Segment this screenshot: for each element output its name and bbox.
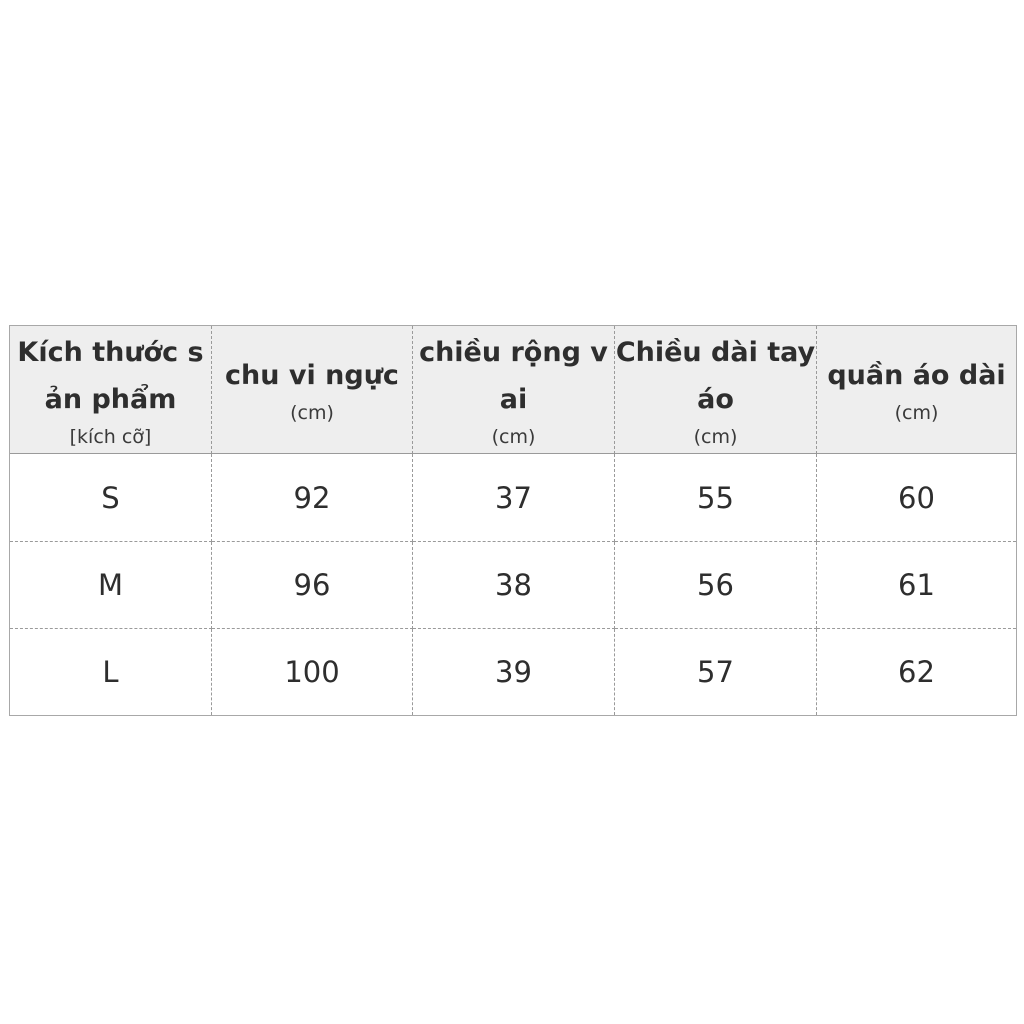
cell-size-m: M	[10, 542, 212, 629]
header-size-title: Kích thước s ản phẩm	[17, 336, 204, 415]
cell-size-s: S	[10, 454, 212, 542]
cell-size-l: L	[10, 629, 212, 715]
header-shoulder-title: chiều rộng v ai	[419, 336, 608, 415]
header-length-unit: (cm)	[894, 402, 939, 424]
cell-shoulder-l: 39	[413, 629, 615, 715]
header-size	[10, 326, 212, 454]
header-size-sub: [kích cỡ]	[69, 425, 152, 448]
cell-chest-s: 92	[212, 454, 413, 542]
header-chest	[212, 326, 413, 454]
cell-sleeve-l: 57	[615, 629, 817, 715]
header-sleeve-title: Chiều dài tay áo	[615, 336, 816, 415]
cell-sleeve-s: 55	[615, 454, 817, 542]
cell-shoulder-s: 37	[413, 454, 615, 542]
cell-length-s: 60	[817, 454, 1016, 542]
header-shoulder	[413, 326, 615, 454]
cell-chest-l: 100	[212, 629, 413, 715]
cell-length-m: 61	[817, 542, 1016, 629]
header-length	[817, 326, 1016, 454]
header-sleeve-unit: (cm)	[693, 425, 738, 448]
size-chart-table	[9, 325, 1017, 716]
header-shoulder-unit: (cm)	[491, 425, 536, 448]
cell-shoulder-m: 38	[413, 542, 615, 629]
header-length-title: quần áo dài	[827, 360, 1006, 391]
header-chest-title: chu vi ngực	[225, 360, 399, 391]
header-chest-unit: (cm)	[290, 402, 334, 424]
cell-sleeve-m: 56	[615, 542, 817, 629]
cell-length-l: 62	[898, 655, 935, 689]
cell-chest-m: 96	[212, 542, 413, 629]
header-sleeve	[615, 326, 817, 454]
